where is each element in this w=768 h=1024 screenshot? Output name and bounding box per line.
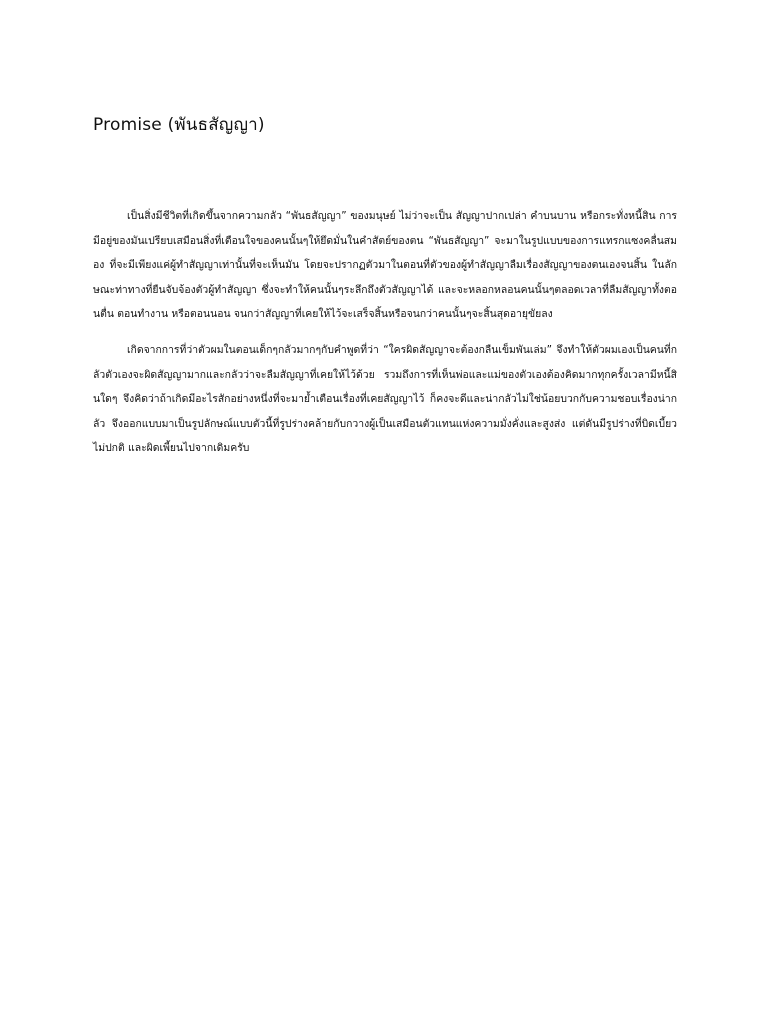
paragraph-description: เป็นสิ่งมีชีวิตที่เกิดขึ้นจากความกลัว “พันธสัญญา” ของมนุษย์ ไม่ว่าจะเป็น สัญญาปากเปล่า คำบนบาน หรือกระทั่งหนี้สิน การมีอยู่ของมันเปรียบเสมือนสิ่งที่เตือนใจของคนนั้นๆให้ยึดมั่นในคำสัตย์ของตน “พันธสัญญา” จะมาในรูปแบบของการแทรกแซงคลื่นสมอง ที่จะมีเพียงแค่ผู้ทำสัญญาเท่านั้นที่จะเห็นมัน โดยจะปรากฏตัวมาในตอนที่ตัวของผู้ทำสัญญาลืมเรื่องสัญญาของตนเองจนสิ้น ในลักษณะท่าทางที่ยืนจับจ้องตัวผู้ทำสัญญา ซึ่งจะทำให้คนนั้นๆระลึกถึงตัวสัญญาได้ และจะหลอกหลอนคนนั้นๆตลอดเวลาที่ลืมสัญญาทั้งตอนตื่น ตอนทำงาน หรือตอนนอน จนกว่าสัญญาที่เคยให้ไว้จะเสร็จสิ้นหรือจนกว่าคนนั้นๆจะสิ้นสุดอายุขัยลง bbox=[93, 210, 677, 321]
paragraph-inspiration: เกิดจากการที่ว่าตัวผมในตอนเด็กๆกลัวมากๆกับคำพูดที่ว่า “ใครผิดสัญญาจะต้องกลืนเข็มพันเล่ม” จึงทำให้ตัวผมเองเป็นคนที่กลัวตัวเองจะผิดสัญญามากและกลัวว่าจะลืมสัญญาที่เคยให้ไว้ด้วย รวมถึงการที่เห็นพ่อและแม่ของตัวเองต้องคิดมากทุกครั้งเวลามีหนี้สินใดๆ จึงคิดว่าถ้าเกิดมีอะไรสักอย่างหนึ่งที่จะมาย้ำเตือนเรื่องที่เคยสัญญาไว้ ก็คงจะดีและน่ากลัวไม่ใช่น้อยบวกกับความชอบเรื่องน่ากลัว จึงออกแบบมาเป็นรูปลักษณ์แบบตัวนี้ที่รูปร่างคล้ายกับกวางผู้เป็นเสมือนตัวแทนแห่งความมั่งคั่งและสูงส่ง แต่ดันมีรูปร่างที่บิดเบี้ยว ไม่ปกติ และผิดเพี้ยนไปจากเดิมครับ bbox=[93, 343, 677, 455]
document-body bbox=[93, 204, 677, 461]
document-title: Promise (พันธสัญญา) bbox=[93, 115, 265, 135]
